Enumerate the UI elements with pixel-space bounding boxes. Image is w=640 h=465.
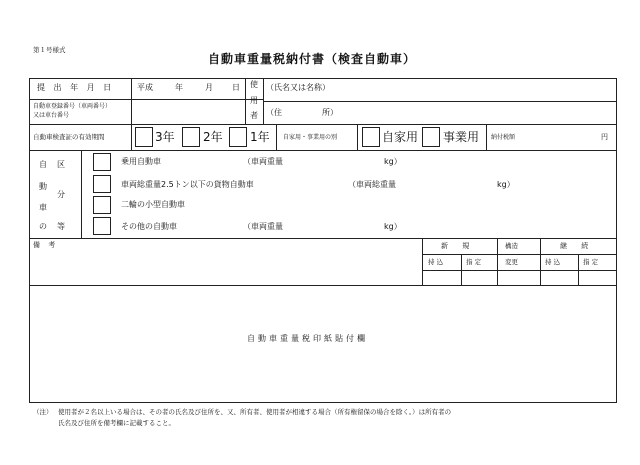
form-frame	[29, 78, 617, 403]
cat-label-do: 動	[39, 182, 47, 191]
user-label-2: 用	[250, 96, 258, 105]
struct-change-header-2: 変更	[505, 258, 518, 266]
row-divider-4	[29, 238, 617, 239]
col-divider-b	[245, 78, 246, 124]
yen-unit: 円	[601, 133, 608, 141]
passenger-weight-label: （車両重量	[243, 157, 283, 166]
new-bring-in: 持 込	[428, 258, 444, 266]
truck-weight-label: （車両総重量	[348, 180, 396, 189]
use-type-label: 自家用・事業用の別	[283, 134, 338, 141]
user-divider	[263, 101, 617, 102]
truck-checkbox[interactable]	[93, 175, 111, 193]
business-use-checkbox[interactable]	[422, 127, 440, 147]
col-divider-f	[357, 124, 358, 150]
form-number: 第１号様式	[33, 46, 66, 54]
col-divider-a	[131, 78, 132, 124]
cat-label-sha: 車	[39, 203, 47, 212]
row-divider-3	[29, 150, 617, 151]
cat-label-ku: 区	[57, 160, 65, 169]
new-designated: 指 定	[466, 258, 482, 266]
motorcycle-label: 二輪の小型自動車	[121, 200, 185, 209]
remarks-label: 備 考	[33, 241, 59, 249]
other-vehicle-label: その他の自動車	[121, 222, 177, 231]
truck-label: 車両総重量2.5トン以下の貨物自動車	[121, 180, 254, 189]
stamp-area-label: 自動車重量税印紙貼付欄	[247, 334, 368, 343]
continue-header: 継 続	[560, 242, 595, 250]
era-label: 平成	[137, 83, 153, 92]
tax-amount-label: 納付税額	[491, 134, 516, 141]
col-divider-e	[276, 124, 277, 150]
cat-divider	[81, 150, 82, 238]
year-unit: 年	[175, 83, 183, 92]
submit-date-label: 提 出 年 月 日	[37, 83, 115, 92]
name-label: （氏名又は名称）	[266, 83, 330, 92]
new-header: 新 規	[441, 242, 476, 250]
cont-bring-in: 持 込	[545, 258, 561, 266]
business-use-label: 事業用	[443, 130, 480, 144]
other-weight-unit: kg）	[384, 222, 402, 231]
other-weight-label: （車両重量	[243, 222, 283, 231]
remarks-divider-2	[461, 254, 462, 285]
form-title: 自動車重量税納付書（検査自動車）	[208, 52, 417, 66]
passenger-weight-unit: kg）	[384, 157, 402, 166]
row-divider-5	[29, 285, 617, 286]
truck-weight-unit: kg）	[497, 180, 515, 189]
day-unit: 日	[232, 83, 240, 92]
cat-label-no: の	[39, 222, 47, 231]
passenger-car-checkbox[interactable]	[93, 153, 111, 171]
remarks-struct-divider	[422, 270, 617, 271]
reg-label-2: 又は車台番号	[33, 112, 70, 119]
row-divider-2	[29, 124, 617, 125]
cat-label-ji: 自	[39, 160, 47, 169]
note-prefix: （注）	[33, 408, 53, 416]
motorcycle-checkbox[interactable]	[93, 196, 111, 214]
cat-label-to: 等	[57, 222, 65, 231]
other-vehicle-checkbox[interactable]	[93, 217, 111, 235]
col-divider-c	[263, 78, 264, 124]
remarks-divider-5	[578, 254, 579, 285]
note-line-1: 使用者が２名以上いる場合は、その者の氏名及び住所を、又、所有者、使用者が相違する場合（所有権留保の場合を除く。）は所有者の	[58, 408, 452, 416]
private-use-checkbox[interactable]	[362, 127, 380, 147]
cont-designated: 指 定	[583, 258, 599, 266]
remarks-divider-1	[422, 238, 423, 285]
struct-change-header-1: 構造	[505, 242, 518, 250]
validity-label: 自動車検査証の有効期間	[33, 133, 105, 141]
remarks-divider-3	[497, 238, 498, 285]
validity-2y-label: 2年	[203, 130, 223, 144]
row-divider-1	[29, 99, 263, 100]
private-use-label: 自家用	[382, 130, 419, 144]
remarks-sub-divider	[422, 254, 617, 255]
validity-2y-checkbox[interactable]	[182, 127, 200, 147]
month-unit: 月	[205, 83, 213, 92]
col-divider-d	[131, 124, 132, 150]
passenger-car-label: 乗用自動車	[121, 157, 161, 166]
reg-label-1: 自動車登録番号（車両番号）	[33, 103, 112, 110]
cat-label-bun: 分	[57, 190, 65, 199]
note-line-2: 氏名及び住所を備考欄に記載すること。	[58, 419, 175, 427]
validity-3y-label: 3年	[155, 130, 175, 144]
user-label-3: 者	[250, 111, 258, 120]
user-label-1: 使	[250, 80, 258, 89]
validity-1y-checkbox[interactable]	[229, 127, 247, 147]
address-label-close: 所）	[322, 108, 338, 117]
address-label-open: （住	[266, 108, 282, 117]
validity-3y-checkbox[interactable]	[135, 127, 153, 147]
remarks-divider-4	[540, 238, 541, 285]
validity-1y-label: 1年	[250, 130, 270, 144]
col-divider-g	[486, 124, 487, 150]
